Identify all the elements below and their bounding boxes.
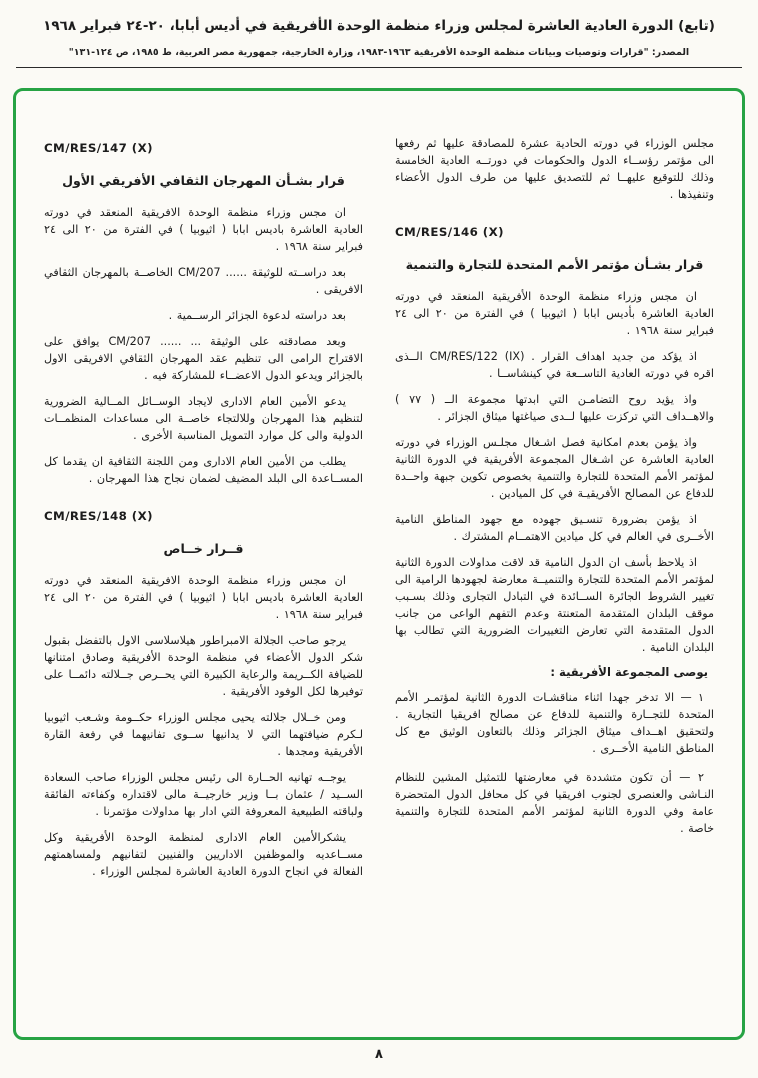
- res147-paragraph: ان مجس وزراء منظمة الوحدة الافريقية المنعقد في دورته العادية العاشرة باديس ابابا ( اثيوبيا ) في الفترة من ٢٠ الى ٢٤ فبراير سنة ١٩٦٨ .: [44, 206, 363, 254]
- res147-paragraph: وبعد مصادقته على الوثيقة ... ...... CM/207 يوافق على الاقتراح الرامى الى تنظيم عقد المهرجان الثقافي الافريقى الاول بالجزائر ويدعو الدول الاعضــاء للمشاركة فيه .: [44, 335, 363, 383]
- res146-paragraph: واذ يؤيد روح التضامـن التي ابدتها مجموعة الــ ( ٧٧ ) والاهــداف التي تركزت عليها لــدى صياغتها ميثاق الجزائر .: [395, 393, 714, 424]
- resolution-code-148: CM/RES/148 (X): [44, 509, 153, 524]
- header-title: (تابع) الدورة العادية العاشرة لمجلس وزراء منظمة الوحدة الأفريقية في أديس أبابا، ٢٠-٢٤ فبراير ١٩٦٨: [43, 18, 715, 34]
- res146-paragraph: واذ يؤمن بعدم امكانية فصل اشـغال مجلـس الوزراء في دورته العادية العاشرة عن اشـغال المجموعة الأفريقية في الدورة الثانية لمؤتمر الأمم المتحدة للتجارة والتنمية بخصوص تكوين جبهة واحــدة للدفاع عن المصالح الأفريقيـة في كل الميادين .: [395, 436, 714, 501]
- resolution-code-147: CM/RES/147 (X): [44, 141, 153, 155]
- page-number: ٨: [375, 1047, 383, 1062]
- res148-paragraph: يوجــه تهانيه الحــارة الى رئيس مجلس الوزراء صاحب السعادة الســيد / عثمان بــا وزير خارجيــة مالى لاقتداره وكفاءته الفائقة ولباقته الطبيعية المعروفة التي ادار بها مداولات مؤتمرنا .: [44, 771, 363, 819]
- continuation-paragraph: مجلس الوزراء في دورته الحادية عشرة للمصادقة عليها ثم رفعها الى مؤتمر رؤســاء الدول والحكومات في دورتــه العادية الخامسة وذلك للتوقيع عليهــا ثم للتصديق عليها من طرف الدول الأعضاء وتنفيذها .: [395, 137, 714, 202]
- res146-paragraph: اذ يؤكد من جديد اهداف القرار . CM/RES/122 (IX) الــذى اقره في دورته العادية التاســعة في كينشاســا .: [395, 350, 714, 381]
- resolution-147-title: قرار بشـأن المهرجان الثقافي الأفريقي الأول: [62, 173, 345, 188]
- res148-paragraph: يشكرالأمين العام الادارى لمنظمة الوحدة الأفريقية وكل مســاعديه والموظفين الاداريين والفنيين لتفانيهم ولمساهمتهم الفعالة في انجاح الدورة العادية العاشرة لمجلس الوزراء .: [44, 831, 363, 879]
- res147-paragraph: يطلب من الأمين العام الادارى ومن اللجنة الثقافية ان يقدما كل المســاعدة الى البلد المضيف لضمان نجاح هذا المهرجان .: [44, 455, 363, 486]
- res148-paragraph: يرجو صاحب الجلالة الامبراطور هيلاسلاسى الاول بالتفضل بقبول شكر الدول الأعضاء في منظمة الوحدة الأفريقية وصادق امتنانها للضيافة الكــريمة والرعاية الكبيرة التي يحــرص جــلالته دائمــا على توفيرها لكل الوفود الأفريقية .: [44, 634, 363, 699]
- column-left: [44, 135, 363, 1021]
- res147-paragraph: بعد دراســته للوثيقة ...... CM/207 الخاصــة بالمهرجان الثقافي الافريقى .: [44, 266, 363, 297]
- res146-paragraph: اذ يلاحظ بأسف ان الدول النامية قد لاقت مداولات الدورة الثانية لمؤتمر الأمم المتحدة للتجارة والتنميــة معارضة لجهودها الرامية الى تغيير الشروط الجائرة الســائدة في التبادل التجارى وذلك بسـبب موقف البلدان المتقدمة المتعنتة وعدم التفهم الواعى من جانب الدول المتقدمة التي تعارض التغييرات الضرورية التي تطالب بها البلدان النامية .: [395, 556, 714, 655]
- res146-paragraph: ان مجس وزراء منظمة الوحدة الأفريقية المنعقد في دورته العادية العاشرة بأديس ابابا ( اثيوبيا ) في الفترة من ٢٠ الى ٢٤ فبراير سنة ١٩٦٨ .: [395, 290, 714, 338]
- resolution-146-title: قرار بشـأن مؤتمر الأمم المتحدة للتجارة والتنمية: [405, 257, 704, 273]
- green-frame: [13, 88, 745, 1040]
- recommendation-item-1: ١ — الا تدخر جهدا اثناء مناقشـات الدورة الثانية لمؤتمـر الأمم المتحدة للتجــارة والتنمية للدفاع عن مصالح افريقيا التجارية . ولتحقيق اهــداف ميثاق الجزائر وذلك بالتعاون الوثيق مع كل المناطق النامية الأخــرى .: [395, 691, 714, 756]
- res147-paragraph: بعد دراسته لدعوة الجزائر الرســمية .: [168, 309, 346, 323]
- res147-paragraph: يدعو الأمين العام الادارى لايجاد الوســائل المــالية الضرورية لتنظيم هذا المهرجان وللالتجاء خاصــة الى مساعدات المنظمــات الدولية والى كل موارد التمويل المناسبة الأخرى .: [44, 395, 363, 443]
- column-right: [395, 135, 714, 1021]
- text-columns: [44, 135, 714, 1021]
- header-divider: [16, 67, 742, 68]
- document-header: [0, 0, 758, 68]
- resolution-code-146: CM/RES/146 (X): [395, 225, 504, 240]
- res148-paragraph: ان مجس وزراء منظمة الوحدة الافريقية المنعقد في دورته العادية العاشرة باديس ابابا ( اثيوبيا ) في الفترة من ٢٠ الى ٢٤ فبراير سنة ١٩٦٨ .: [44, 574, 363, 622]
- recommendation-item-2: ٢ — أن تكون متشددة في معارضتها للتمثيل المشين للنظام النـاشى والعنصرى لجنوب افريقيا في كل محافل الدول المتحضرة عامة وفي الدورة الثانية لمؤتمر الأمم المتحدة للتجارة والتنمية خاصة .: [395, 771, 714, 836]
- resolution-148-title: قــرار خــاص: [163, 541, 244, 557]
- res148-paragraph: ومن خــلال جلالته يحيى مجلس الوزراء حكــومة وشـعب اثيوبيا لـكرم ضيافتهما التي لا يدانيها ســوى تفانيهما في رفعة القارة الأفريقية ومجدها .: [44, 711, 363, 759]
- recommendation-heading: يوصى المجموعة الأفريقية :: [550, 665, 708, 680]
- source-line: المصدر: "قرارات وتوصيات وبيانات منظمة الوحدة الأفريقية ١٩٦٣-١٩٨٣، وزارة الخارجية، جمهورية مصر العربية، ط ١٩٨٥، ص ١٢٤-١٣١": [68, 47, 690, 58]
- res146-paragraph: اذ يؤمن بضرورة تنسـيق جهوده مع جهود المناطق النامية الأخــرى في العالم في كل ميادين الاهتمــام المشترك .: [395, 513, 714, 544]
